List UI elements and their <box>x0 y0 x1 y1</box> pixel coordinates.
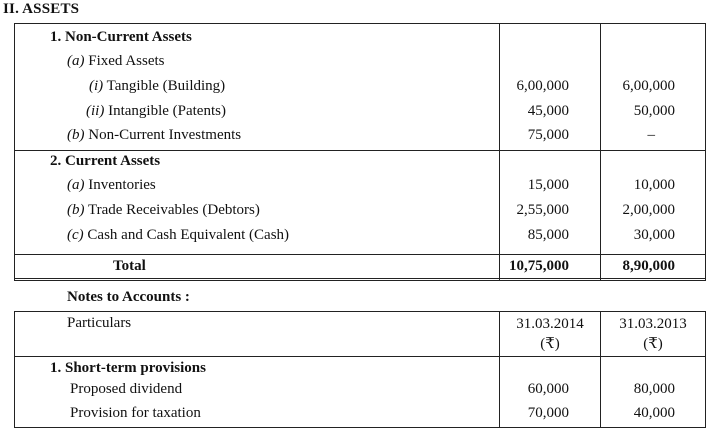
intangible-marker: (ii) <box>86 103 105 119</box>
taxation-2013: 40,000 <box>633 405 675 421</box>
dividend-label: Proposed dividend <box>70 381 183 397</box>
cash-label: Cash and Cash Equivalent (Cash) <box>87 227 290 243</box>
intangible-row <box>86 103 226 120</box>
short-term-heading: 1. Short-term provisions <box>50 360 206 376</box>
taxation-2014: 70,000 <box>527 405 569 421</box>
investments-marker: (b) <box>67 127 85 143</box>
inventories-2013: 10,000 <box>633 177 675 193</box>
receivables-2013: 2,00,000 <box>622 202 675 218</box>
date2-label: 31.03.2013 <box>619 316 687 332</box>
fixed-assets-label: Fixed Assets <box>88 53 165 69</box>
currency2-label: (₹) <box>643 336 663 352</box>
date1-header <box>500 314 600 354</box>
inventories-row <box>67 177 156 194</box>
intangible-2014: 45,000 <box>527 103 569 119</box>
cash-row <box>67 227 289 244</box>
cash-2014: 85,000 <box>527 227 569 243</box>
intangible-label: Intangible (Patents) <box>108 103 226 119</box>
total-label: Total <box>113 258 146 274</box>
non-current-heading: 1. Non-Current Assets <box>50 29 192 45</box>
total-2014: 10,75,000 <box>509 258 569 274</box>
inventories-label: Inventories <box>88 177 156 193</box>
fixed-assets-marker: (a) <box>67 53 85 69</box>
investments-label: Non-Current Investments <box>88 127 242 143</box>
date1-label: 31.03.2014 <box>516 316 584 332</box>
assets-col-divider-2 <box>600 23 601 281</box>
investments-2013: – <box>647 127 655 143</box>
non-current-bottom-rule <box>14 150 706 151</box>
investments-row <box>67 127 241 144</box>
currency1-label: (₹) <box>540 336 560 352</box>
fixed-assets-row <box>67 53 165 70</box>
receivables-2014: 2,55,000 <box>516 202 569 218</box>
intangible-2013: 50,000 <box>633 103 675 119</box>
dividend-2013: 80,000 <box>633 381 675 397</box>
receivables-label: Trade Receivables (Debtors) <box>87 202 260 218</box>
inventories-marker: (a) <box>67 177 85 193</box>
current-heading: 2. Current Assets <box>50 153 161 169</box>
receivables-marker: (b) <box>67 202 85 218</box>
total-bottom-rule-2 <box>14 278 706 279</box>
cash-marker: (c) <box>67 227 84 243</box>
particulars-header: Particulars <box>67 315 132 331</box>
total-2013: 8,90,000 <box>622 258 675 274</box>
tangible-row <box>89 78 225 95</box>
assets-col-divider-1 <box>499 23 500 281</box>
inventories-2014: 15,000 <box>527 177 569 193</box>
section-title: II. ASSETS <box>3 1 80 17</box>
date2-header <box>601 314 705 354</box>
tangible-2014: 6,00,000 <box>516 78 569 94</box>
investments-2014: 75,000 <box>527 127 569 143</box>
tangible-marker: (i) <box>89 78 104 94</box>
notes-title: Notes to Accounts : <box>67 289 190 305</box>
notes-header-rule <box>14 356 706 357</box>
taxation-label: Provision for taxation <box>70 405 201 421</box>
tangible-2013: 6,00,000 <box>622 78 675 94</box>
tangible-label: Tangible (Building) <box>106 78 226 94</box>
receivables-row <box>67 202 260 219</box>
current-bottom-rule <box>14 254 706 255</box>
cash-2013: 30,000 <box>633 227 675 243</box>
dividend-2014: 60,000 <box>527 381 569 397</box>
